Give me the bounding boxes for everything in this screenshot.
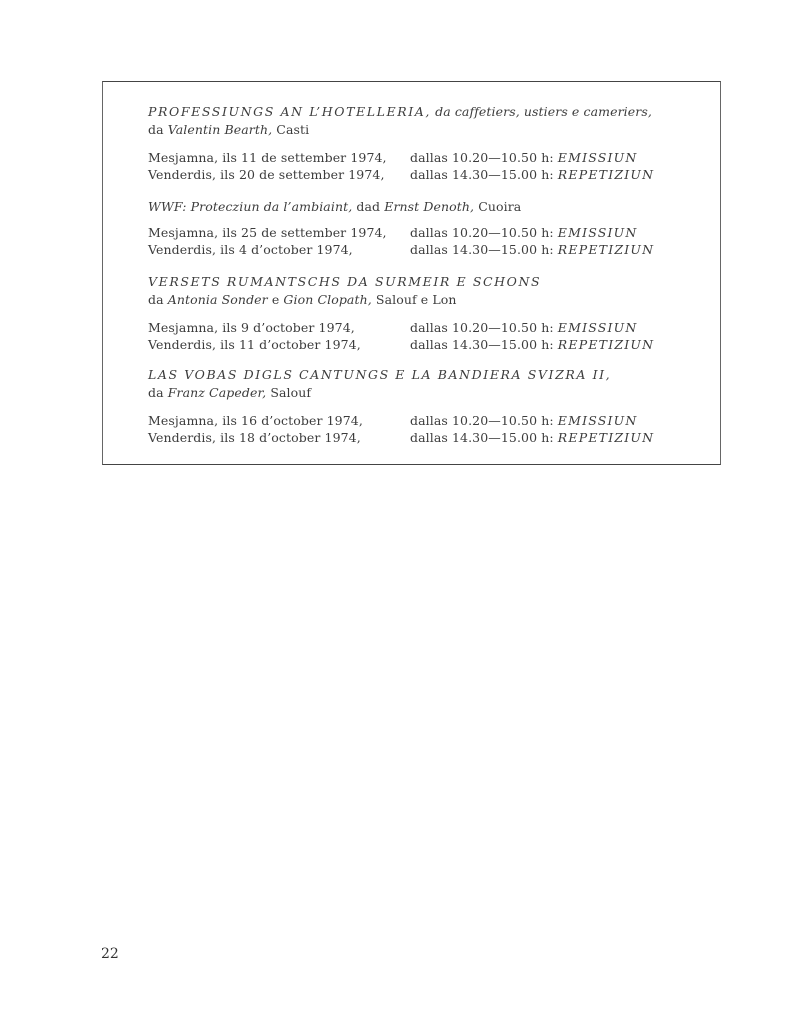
entry-author-line — [148, 121, 708, 139]
broadcast-date: Mesjamna, ils 25 de settember 1974, — [148, 225, 387, 240]
broadcast-date: Venderdis, ils 4 d’october 1974, — [148, 242, 353, 257]
author-prefix: da — [148, 292, 168, 307]
entry-title-line — [148, 366, 708, 384]
author-name: Antonia Sonder — [167, 292, 268, 307]
broadcast-date: Mesjamna, ils 16 d’october 1974, — [148, 413, 363, 428]
broadcast-kind: REPETIZIUN — [557, 430, 655, 445]
author-prefix: da — [148, 122, 168, 137]
broadcast-date: Venderdis, ils 11 d’october 1974, — [148, 337, 361, 352]
broadcast-kind: EMISSIUN — [557, 320, 638, 335]
broadcast-kind: REPETIZIUN — [557, 167, 655, 182]
entry-title-line — [148, 273, 708, 291]
broadcast-date: Venderdis, ils 18 d’october 1974, — [148, 430, 361, 445]
page-number: 22 — [101, 946, 119, 962]
broadcast-time: dallas 10.20—10.50 h: — [410, 150, 558, 165]
author-place: Cuoira — [474, 199, 522, 214]
broadcast-row — [148, 149, 708, 166]
broadcast-time-slot — [410, 336, 654, 353]
author-join: e — [267, 292, 284, 307]
author-place: Casti — [272, 122, 310, 137]
broadcast-row — [148, 412, 708, 429]
entry-subtitle: dad — [352, 199, 385, 214]
broadcast-time: dallas 14.30—15.00 h: — [410, 337, 558, 352]
programme-entry — [148, 198, 708, 258]
entry-title: PROFESSIUNGS AN L’HOTELLERIA, — [148, 104, 432, 119]
broadcast-row — [148, 166, 708, 183]
broadcast-date: Mesjamna, ils 9 d’october 1974, — [148, 320, 355, 335]
broadcast-time: dallas 14.30—15.00 h: — [410, 167, 558, 182]
broadcast-row — [148, 224, 708, 241]
broadcast-time: dallas 14.30—15.00 h: — [410, 242, 558, 257]
author-place: Salouf — [266, 385, 312, 400]
entry-subtitle: da caffetiers, ustiers e cameriers, — [431, 104, 652, 119]
broadcast-time: dallas 14.30—15.00 h: — [410, 430, 558, 445]
entry-author-line — [148, 291, 708, 309]
entry-title: LAS VOBAS DIGLS CANTUNGS E LA BANDIERA SVIZRA II, — [148, 367, 612, 382]
entry-title: WWF: Protecziun da l’ambiaint, — [148, 199, 353, 214]
broadcast-time-slot — [410, 224, 638, 241]
broadcast-time-slot — [410, 412, 638, 429]
entry-title: VERSETS RUMANTSCHS DA SURMEIR E SCHONS — [148, 274, 542, 289]
author-name: Gion Clopath, — [283, 292, 372, 307]
author-prefix: da — [148, 385, 168, 400]
broadcast-time: dallas 10.20—10.50 h: — [410, 225, 558, 240]
broadcast-kind: REPETIZIUN — [557, 242, 655, 257]
broadcast-time: dallas 10.20—10.50 h: — [410, 320, 558, 335]
entry-author-line — [148, 384, 708, 402]
broadcast-time-slot — [410, 166, 654, 183]
broadcast-row — [148, 429, 708, 446]
broadcast-row — [148, 336, 708, 353]
broadcast-time-slot — [410, 429, 654, 446]
broadcast-row — [148, 319, 708, 336]
author-place: Salouf e Lon — [371, 292, 457, 307]
entry-title-line — [148, 198, 708, 216]
broadcast-kind: EMISSIUN — [557, 413, 638, 428]
broadcast-time-slot — [410, 319, 638, 336]
author-name: Ernst Denoth, — [384, 199, 475, 214]
broadcast-time-slot — [410, 241, 654, 258]
broadcast-date: Mesjamna, ils 11 de settember 1974, — [148, 150, 387, 165]
author-name: Franz Capeder, — [167, 385, 267, 400]
programme-entry — [148, 273, 708, 353]
author-name: Valentin Bearth, — [167, 122, 273, 137]
broadcast-time-slot — [410, 149, 638, 166]
programme-entry — [148, 103, 708, 183]
broadcast-date: Venderdis, ils 20 de settember 1974, — [148, 167, 385, 182]
broadcast-kind: REPETIZIUN — [557, 337, 655, 352]
broadcast-time: dallas 10.20—10.50 h: — [410, 413, 558, 428]
entry-title-line — [148, 103, 708, 121]
broadcast-row — [148, 241, 708, 258]
broadcast-kind: EMISSIUN — [557, 225, 638, 240]
programme-entry — [148, 366, 708, 446]
broadcast-kind: EMISSIUN — [557, 150, 638, 165]
